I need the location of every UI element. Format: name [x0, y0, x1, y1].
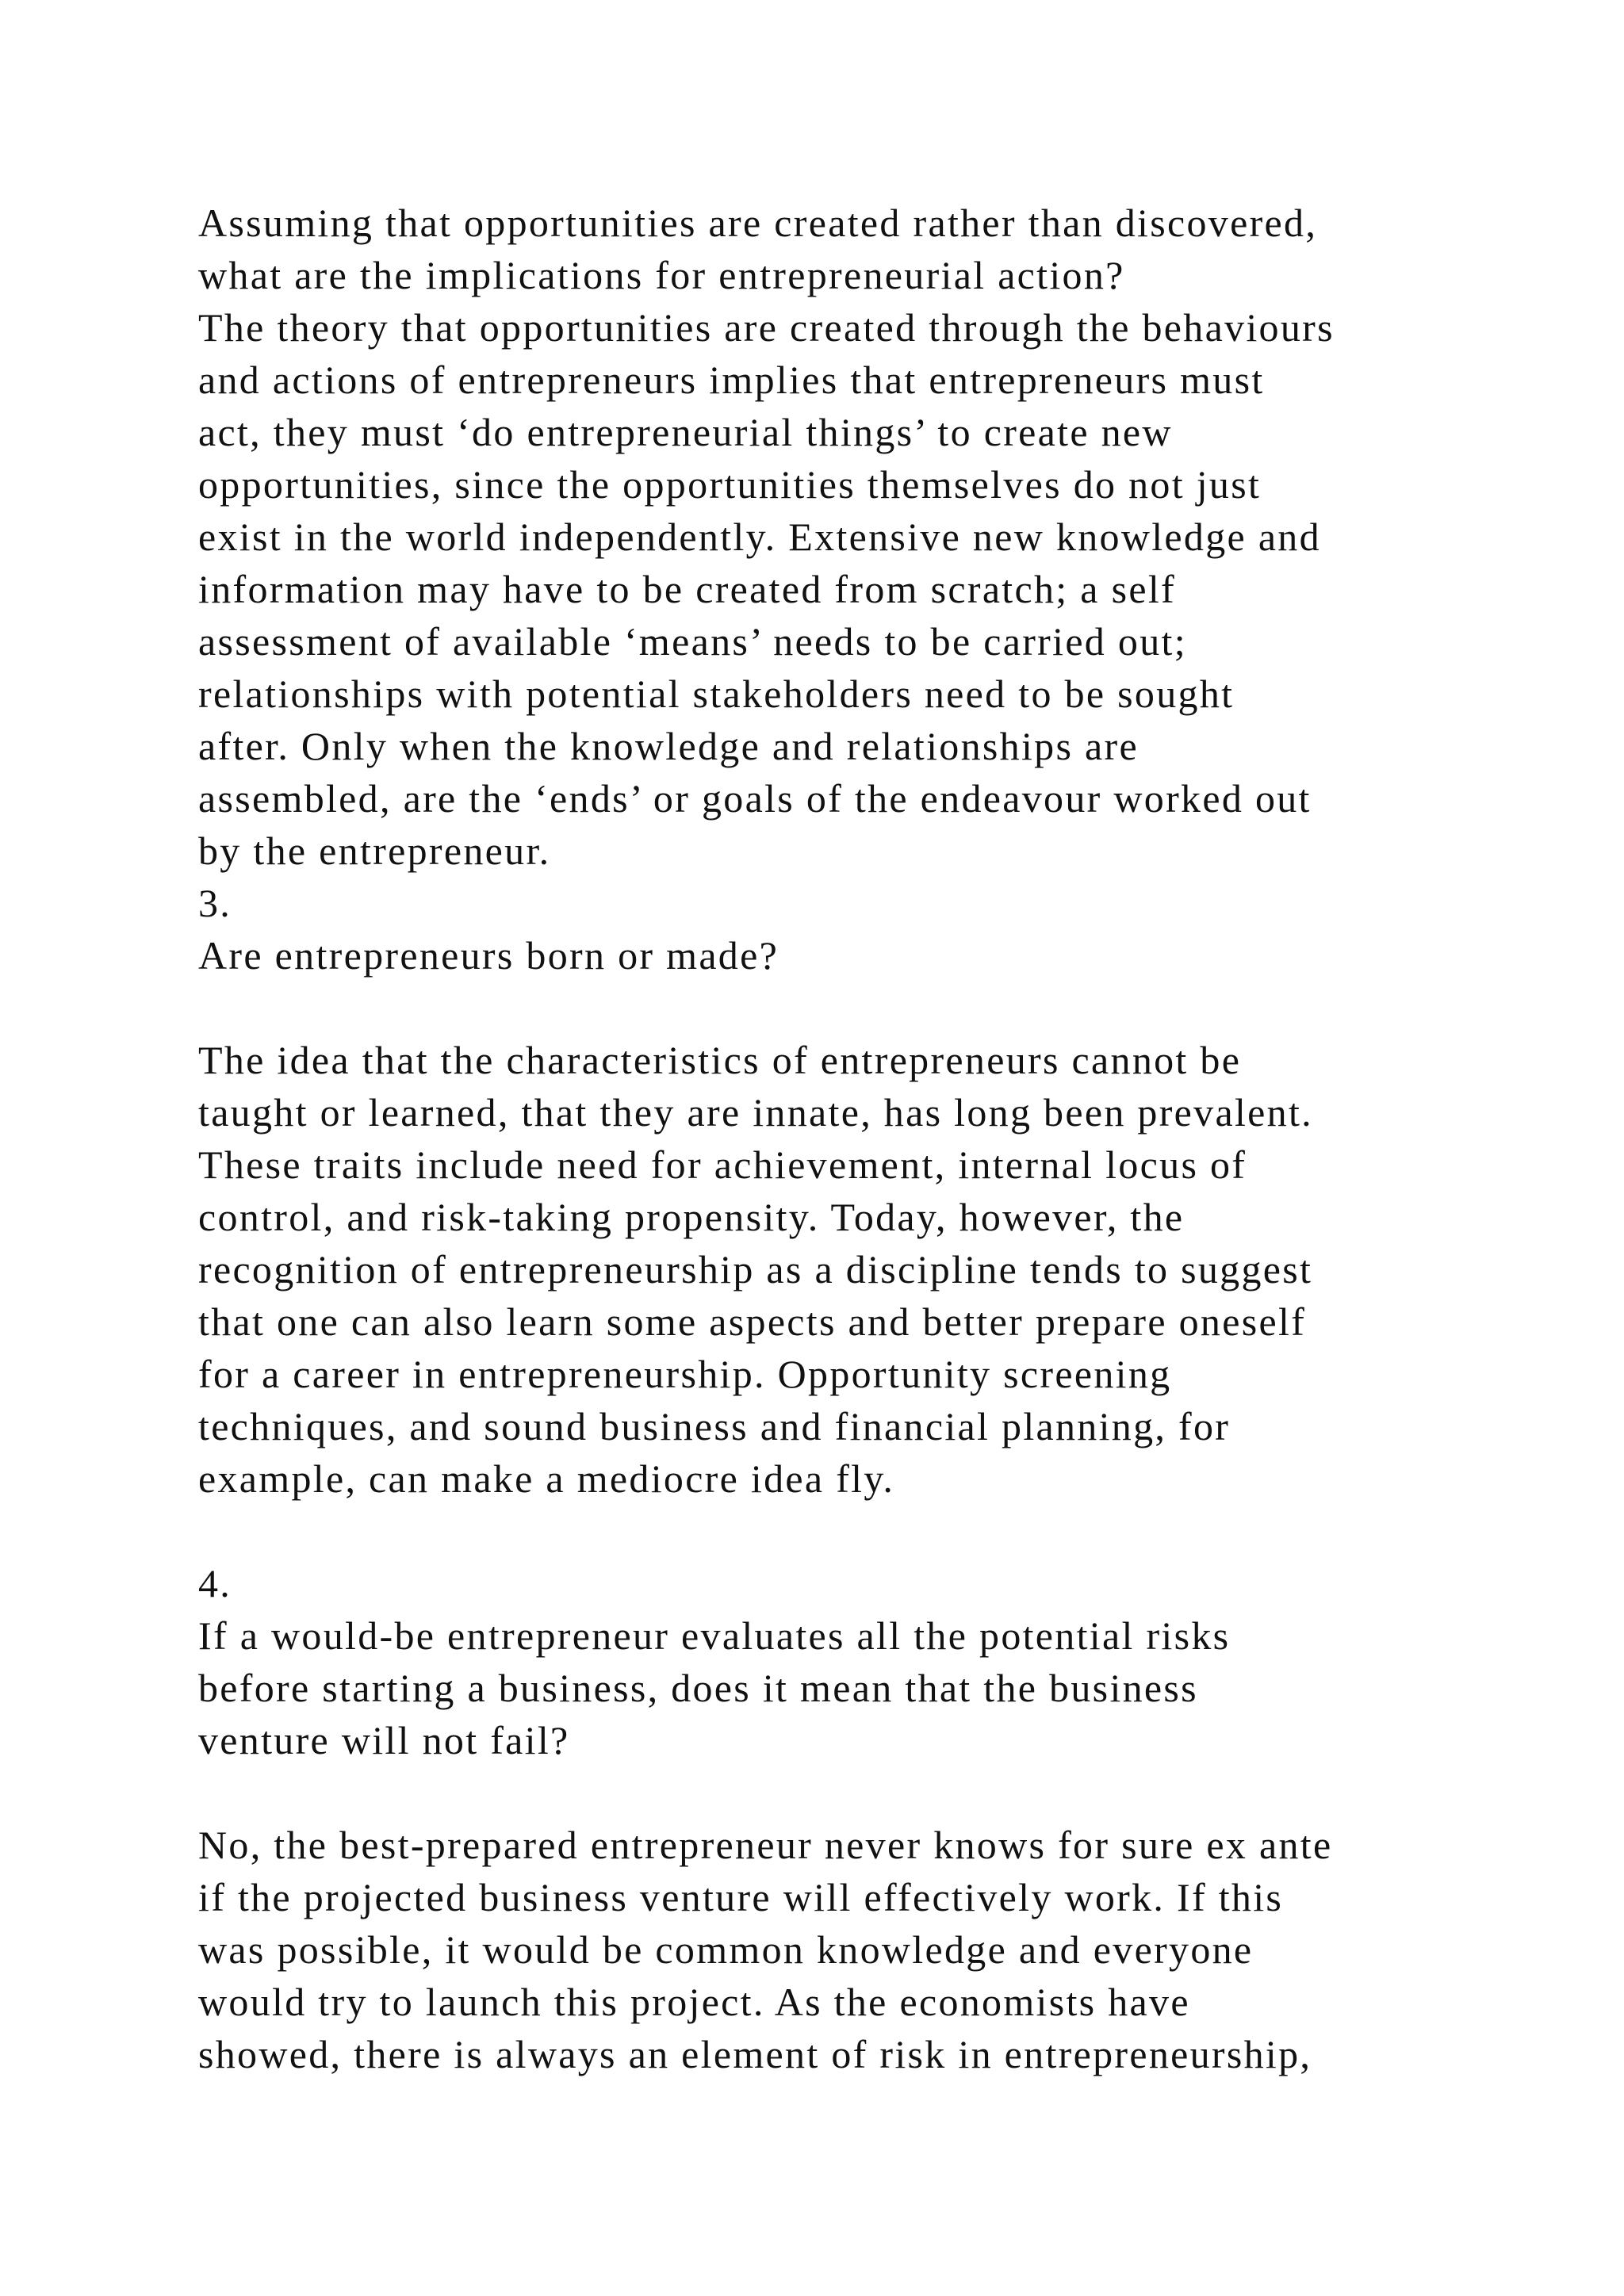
text-line: The theory that opportunities are created through the behaviours — [198, 305, 1335, 350]
text-line: recognition of entrepreneurship as a discipline tends to suggest — [198, 1247, 1313, 1292]
text-line: The idea that the characteristics of entrepreneurs cannot be — [198, 1038, 1242, 1082]
text-line: showed, there is always an element of risk in entrepreneurship, — [198, 2032, 1312, 2076]
text-line: what are the implications for entrepreneurial action? — [198, 253, 1125, 297]
section-number: 4. — [198, 1561, 232, 1605]
text-line: that one can also learn some aspects and better prepare oneself — [198, 1299, 1307, 1344]
text-line: by the entrepreneur. — [198, 828, 551, 873]
text-line: No, the best-prepared entrepreneur never knows for sure ex ante — [198, 1823, 1333, 1867]
text-line: assembled, are the ‘ends’ or goals of the endeavour worked out — [198, 776, 1312, 821]
blank-line — [198, 1505, 1546, 1557]
text-line: would try to launch this project. As the economists have — [198, 1980, 1190, 2024]
text-line: assessment of available ‘means’ needs to be carried out; — [198, 619, 1187, 664]
blank-line — [198, 1766, 1546, 1819]
question-line: Are entrepreneurs born or made? — [198, 933, 779, 978]
text-line: information may have to be created from scratch; a self — [198, 567, 1176, 611]
text-line: exist in the world independently. Extensive new knowledge and — [198, 515, 1321, 559]
text-line: techniques, and sound business and financial planning, for — [198, 1404, 1231, 1448]
text-line: relationships with potential stakeholders need to be sought — [198, 672, 1235, 716]
text-line: example, can make a mediocre idea fly. — [198, 1456, 895, 1501]
text-line: was possible, it would be common knowledge and everyone — [198, 1927, 1254, 1972]
section-number: 3. — [198, 881, 232, 925]
text-line: if the projected business venture will effectively work. If this — [198, 1875, 1284, 1919]
blank-line — [198, 982, 1546, 1034]
document-body-text — [198, 197, 1546, 2080]
text-line: for a career in entrepreneurship. Opportunity screening — [198, 1352, 1172, 1396]
question-line: venture will not fail? — [198, 1718, 570, 1762]
text-line: and actions of entrepreneurs implies that entrepreneurs must — [198, 358, 1265, 402]
text-line: opportunities, since the opportunities themselves do not just — [198, 462, 1262, 507]
text-line: control, and risk-taking propensity. Today, however, the — [198, 1195, 1185, 1239]
text-line: These traits include need for achievement, internal locus of — [198, 1142, 1247, 1187]
text-line: taught or learned, that they are innate, has long been prevalent. — [198, 1090, 1313, 1135]
question-line: If a would-be entrepreneur evaluates all the potential risks — [198, 1613, 1231, 1658]
text-line: after. Only when the knowledge and relationships are — [198, 724, 1139, 768]
question-line: before starting a business, does it mean that the business — [198, 1666, 1198, 1710]
text-line: Assuming that opportunities are created rather than discovered, — [198, 201, 1318, 245]
text-line: act, they must ‘do entrepreneurial things’ to create new — [198, 410, 1173, 454]
